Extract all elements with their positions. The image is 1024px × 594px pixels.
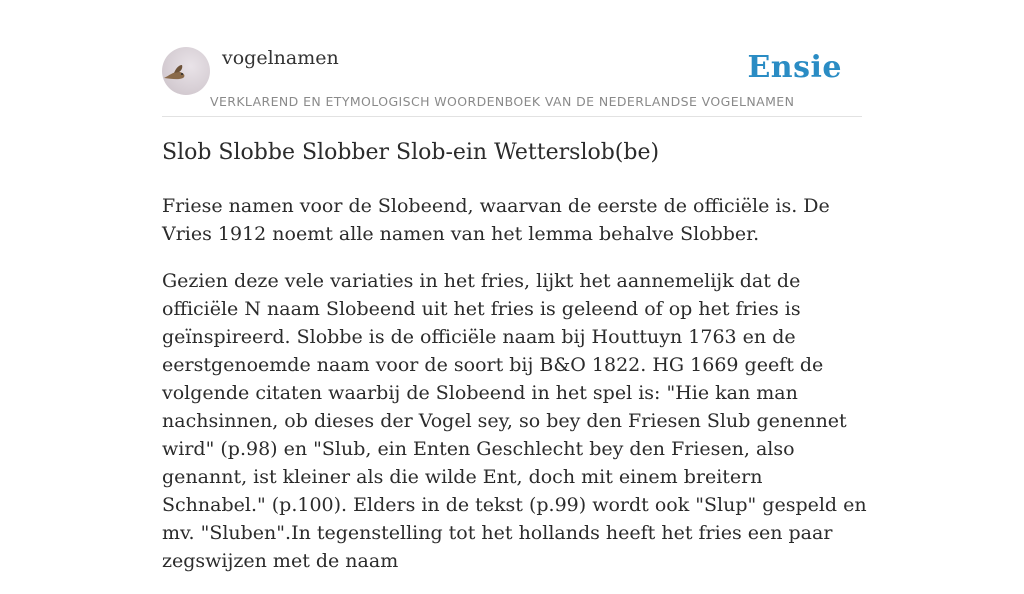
avatar[interactable] bbox=[162, 47, 210, 95]
site-name-link[interactable]: vogelnamen bbox=[222, 47, 339, 69]
paragraph: Friese namen voor de Slobeend, waarvan de eerste de officiële is. De Vries 1912 noemt alle namen van het lemma behalve Slobber. bbox=[162, 195, 830, 245]
tagline: VERKLAREND EN ETYMOLOGISCH WOORDENBOEK VAN DE NEDERLANDSE VOGELNAMEN bbox=[210, 94, 795, 109]
page-title: Slob Slobbe Slobber Slob-ein Wetterslob(be) bbox=[162, 140, 660, 165]
bird-icon bbox=[162, 47, 210, 95]
article-body bbox=[162, 192, 867, 594]
header bbox=[162, 46, 862, 117]
ensie-logo[interactable]: Ensie bbox=[747, 50, 842, 85]
paragraph: Gezien deze vele variaties in het fries, lijkt het aannemelijk dat de officiële N naam Slobeend uit het fries is geleend of op het fries is geïnspireerd. Slobbe is de officiële naam bij Houttuyn 1763 en de eerstgenoemde naam voor de soort bij B&O 1822. HG 1669 geeft de volgende citaten waarbij de Slobeend in het spel is: "Hie kan man nachsinnen, ob dieses der Vogel sey, so bey den Friesen Slub genennet wird" (p.98) en "Slub, ein Enten Geschlecht bey den Friesen, also genannt, ist kleiner als die wilde Ent, doch mit einem breitern Schnabel." (p.100). Elders in de tekst (p.99) wordt ook "Slup" gespeld en mv. "Sluben".In tegenstelling tot het hollands heeft het fries een paar zegswijzen met de naam bbox=[162, 270, 867, 572]
